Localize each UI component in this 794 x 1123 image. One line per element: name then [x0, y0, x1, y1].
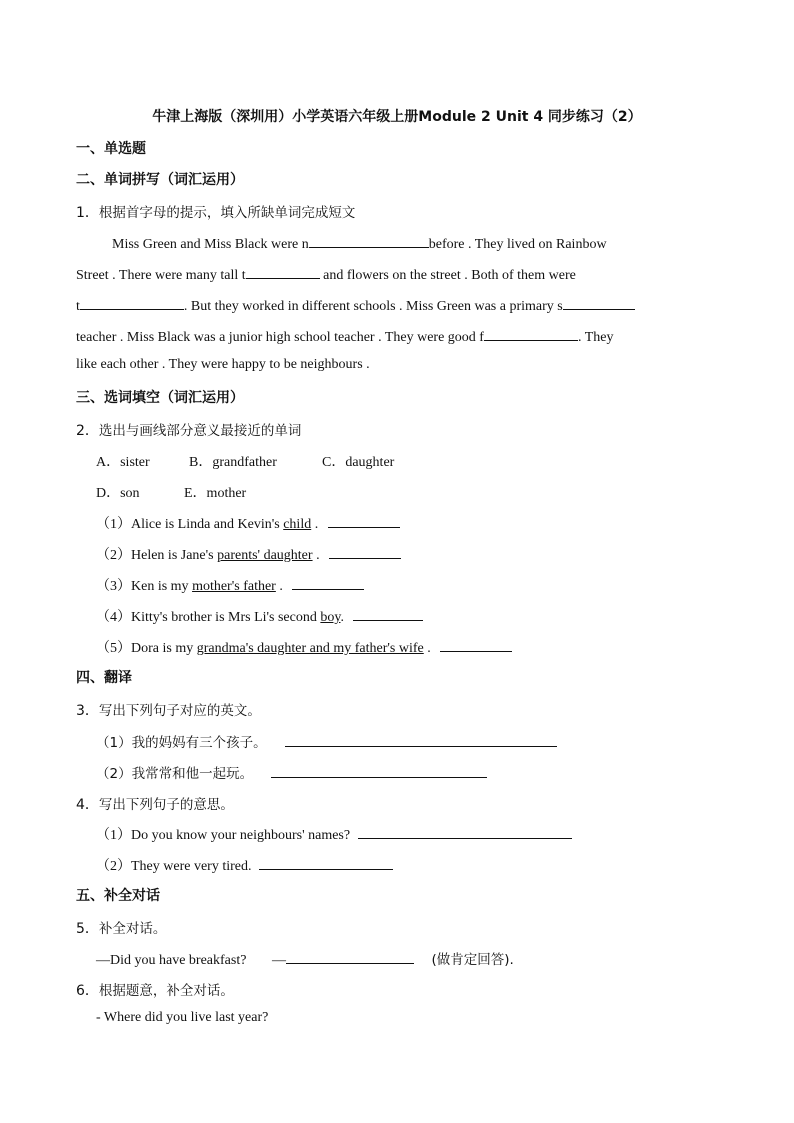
section-heading-3: 三、选词填空（词汇运用）: [76, 390, 244, 406]
question-6: [76, 979, 234, 1000]
answer-blank[interactable]: [440, 637, 512, 652]
item-text: （2）我常常和他一起玩。: [96, 766, 254, 782]
passage-line-4: [76, 326, 613, 346]
question-number: 6．: [76, 983, 99, 999]
q6-dialogue-line: - Where did you live last year?: [96, 1010, 269, 1025]
blank-t1[interactable]: [246, 264, 320, 279]
passage-text: Street . There were many tall t: [76, 268, 246, 283]
item-text: .: [311, 517, 319, 532]
item-text: .: [340, 610, 344, 625]
section-heading-1: 一、单选题: [76, 141, 146, 157]
question-number: 3．: [76, 703, 99, 719]
item-text: （2）Helen is Jane's: [96, 548, 218, 563]
option-b: B．grandfather: [189, 455, 277, 470]
item-text: .: [275, 579, 283, 594]
dialogue-text: —Did you have breakfast?: [96, 953, 247, 968]
page-title: 牛津上海版（深圳用）小学英语六年级上册Module 2 Unit 4 同步练习（2）: [152, 109, 642, 125]
q5-dialogue-line: [96, 948, 514, 969]
blank-s[interactable]: [563, 295, 635, 310]
item-text: （2）They were very tired.: [96, 859, 252, 874]
answer-blank[interactable]: [259, 855, 393, 870]
item-text: （4）Kitty's brother is Mrs Li's second: [96, 610, 321, 625]
question-5: [76, 917, 166, 938]
underlined-phrase: mother's father: [192, 579, 276, 594]
q3-item-2: [96, 762, 487, 782]
question-4: [76, 793, 234, 814]
section-heading-2: 二、单词拼写（词汇运用）: [76, 172, 244, 188]
passage-text: before . They lived on Rainbow: [428, 237, 607, 252]
answer-blank[interactable]: [358, 824, 572, 839]
underlined-phrase: child: [283, 517, 312, 532]
option-e: E．mother: [184, 486, 247, 501]
question-2: [76, 419, 301, 440]
q2-item-5: [96, 637, 512, 657]
section-heading-4: 四、翻译: [76, 670, 132, 686]
question-3: [76, 699, 261, 720]
passage-line-1: [112, 233, 607, 253]
answer-blank[interactable]: [285, 732, 557, 747]
item-text: .: [423, 641, 431, 656]
answer-blank[interactable]: [353, 606, 423, 621]
option-c: C．daughter: [322, 455, 395, 470]
blank-f[interactable]: [484, 326, 578, 341]
underlined-phrase: parents' daughter: [217, 548, 313, 563]
question-number: 2．: [76, 423, 99, 439]
item-text: （5）Dora is my: [96, 641, 197, 656]
q3-item-1: [96, 731, 557, 751]
question-prompt: 根据首字母的提示，填入所缺单词完成短文: [98, 205, 356, 221]
question-prompt: 写出下列句子的意思。: [98, 797, 234, 813]
underlined-phrase: grandma's daughter and my father's wife: [196, 641, 424, 656]
passage-text: teacher . Miss Black was a junior high school teacher . They were good f: [76, 330, 484, 345]
q2-item-4: [96, 606, 423, 626]
item-text: .: [312, 548, 320, 563]
question-prompt: 根据题意，补全对话。: [98, 983, 234, 999]
question-number: 4．: [76, 797, 99, 813]
question-prompt: 写出下列句子对应的英文。: [98, 703, 261, 719]
question-number: 1．: [76, 205, 99, 221]
option-d: D．son: [96, 486, 140, 501]
passage-text: . They: [577, 330, 614, 345]
q4-item-2: [96, 855, 393, 875]
passage-text: and flowers on the street . Both of them were: [319, 268, 576, 283]
question-prompt: 补全对话。: [98, 921, 167, 937]
blank-t2[interactable]: [80, 295, 184, 310]
answer-blank[interactable]: [271, 763, 487, 778]
question-number: 5．: [76, 921, 99, 937]
q2-item-1: [96, 513, 400, 533]
item-text: （1）我的妈妈有三个孩子。: [96, 735, 267, 751]
answer-blank[interactable]: [329, 544, 401, 559]
passage-text: . But they worked in different schools . Miss Green was a primary s: [183, 299, 563, 314]
passage-line-5: like each other . They were happy to be neighbours .: [76, 357, 370, 372]
answer-blank[interactable]: [292, 575, 364, 590]
blank-n[interactable]: [309, 233, 429, 248]
passage-text: t: [76, 299, 80, 314]
dialogue-dash: —: [271, 953, 286, 968]
q2-item-2: [96, 544, 401, 564]
q2-item-3: [96, 575, 364, 595]
q4-item-1: [96, 824, 572, 844]
option-a: A．sister: [96, 455, 150, 470]
answer-hint: (做肯定回答).: [431, 952, 514, 968]
underlined-phrase: boy: [320, 610, 341, 625]
item-text: （1）Alice is Linda and Kevin's: [96, 517, 284, 532]
passage-line-3: [76, 295, 635, 315]
question-1: [76, 201, 355, 222]
answer-blank[interactable]: [328, 513, 400, 528]
question-prompt: 选出与画线部分意义最接近的单词: [98, 423, 302, 439]
section-heading-5: 五、补全对话: [76, 888, 160, 904]
passage-line-2: [76, 264, 576, 284]
passage-text: Miss Green and Miss Black were n: [112, 237, 309, 252]
item-text: （3）Ken is my: [96, 579, 193, 594]
item-text: （1）Do you know your neighbours' names?: [96, 828, 351, 843]
answer-blank[interactable]: [286, 949, 414, 964]
